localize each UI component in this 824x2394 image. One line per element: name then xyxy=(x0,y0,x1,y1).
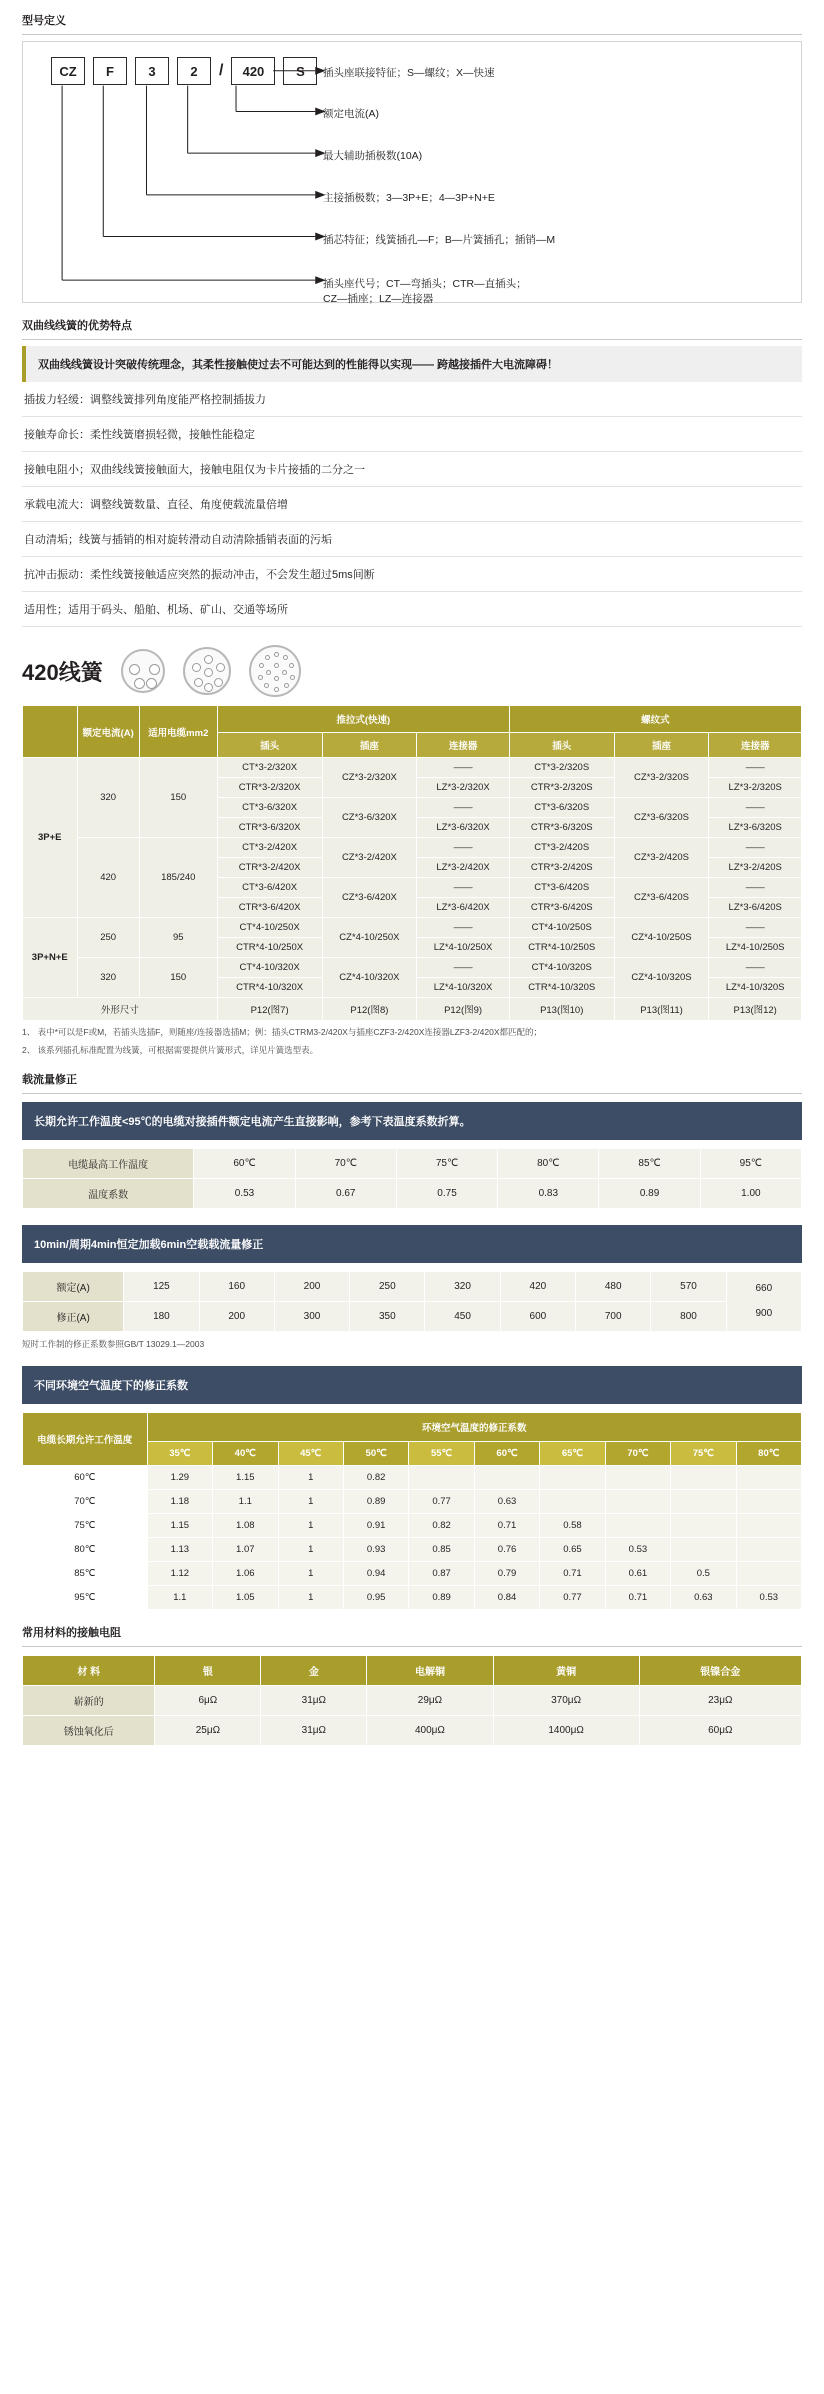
cell: 1.1 xyxy=(213,1489,278,1513)
cell: —— xyxy=(417,918,510,938)
cell-cable: 185/240 xyxy=(139,838,217,918)
cell: CTR*3-6/320X xyxy=(217,818,322,838)
cell: 0.82 xyxy=(409,1513,474,1537)
cell: CZ*4-10/320S xyxy=(614,958,709,998)
cell: 0.63 xyxy=(474,1489,539,1513)
row-label: 温度系数 xyxy=(23,1178,194,1208)
cell: 23μΩ xyxy=(639,1685,801,1715)
cell: 0.71 xyxy=(605,1585,670,1609)
cell: CT*3-2/420S xyxy=(509,838,614,858)
th-current: 额定电流(A) xyxy=(77,706,139,758)
table-row xyxy=(23,1271,802,1301)
cell: LZ*3-2/320S xyxy=(709,778,802,798)
cell: CT*3-6/420S xyxy=(509,878,614,898)
cell xyxy=(474,1465,539,1489)
cell: 0.65 xyxy=(540,1537,605,1561)
cell: LZ*4-10/250S xyxy=(709,938,802,958)
divider-3 xyxy=(22,1093,802,1094)
row-label: 修正(A) xyxy=(23,1301,124,1331)
cell: 0.85 xyxy=(409,1537,474,1561)
cell: 0.89 xyxy=(343,1489,408,1513)
cell: 480 xyxy=(576,1271,651,1301)
cell: —— xyxy=(709,878,802,898)
th-col: 80℃ xyxy=(736,1441,801,1465)
cell: CT*3-6/320X xyxy=(217,798,322,818)
code-cell-4: 420 xyxy=(231,57,275,85)
cell xyxy=(540,1465,605,1489)
table-row xyxy=(23,838,802,858)
table-note-1: 1、 表中*可以是F或M，若插头选插F，则随座/连接器选插M；例：插头CTRM3-2/420X与插座CZF3-2/420X连接器LZF3-2/420X都匹配的； xyxy=(22,1027,542,1037)
cell-dim: P12(图8) xyxy=(322,998,417,1021)
advantage-banner: 双曲线线簧设计突破传统理念，其柔性接触使过去不可能达到的性能得以实现—— 跨越接插件大电流障碍！ xyxy=(22,346,802,382)
th-col: 75℃ xyxy=(671,1441,736,1465)
advantage-list xyxy=(22,382,802,627)
list-item: 抗冲击振动：柔性线簧接触适应突然的振动冲击，不会发生超过5ms间断 xyxy=(22,557,802,592)
code-cell-0: CZ xyxy=(51,57,85,85)
cell: 300 xyxy=(274,1301,349,1331)
cell-dim: P12(图9) xyxy=(417,998,510,1021)
th-coupler-1: 连接器 xyxy=(417,733,510,758)
cell-current: 320 xyxy=(77,758,139,838)
cell-group: 3P+E xyxy=(23,758,78,918)
section-title-derating: 载流量修正 xyxy=(22,1073,77,1086)
cell: LZ*4-10/320S xyxy=(709,978,802,998)
table-row xyxy=(23,1585,802,1609)
cell xyxy=(605,1513,670,1537)
cell xyxy=(671,1513,736,1537)
cell: 350 xyxy=(350,1301,425,1331)
cell: LZ*3-2/420X xyxy=(417,858,510,878)
cell: 125 xyxy=(124,1271,199,1301)
table-row xyxy=(23,958,802,978)
section-420-header xyxy=(22,645,802,697)
cell: CZ*4-10/320X xyxy=(322,958,417,998)
cell: 1 xyxy=(278,1465,343,1489)
cell: 25μΩ xyxy=(155,1715,261,1745)
cell: CZ*3-6/420X xyxy=(322,878,417,918)
cell: 0.53 xyxy=(194,1178,295,1208)
th-copper: 电解铜 xyxy=(367,1655,493,1685)
cell: 370μΩ xyxy=(493,1685,639,1715)
cell: 31μΩ xyxy=(261,1685,367,1715)
cell xyxy=(409,1465,474,1489)
cell: CZ*3-2/420S xyxy=(614,838,709,878)
cell xyxy=(736,1513,801,1537)
cell: 1 xyxy=(278,1489,343,1513)
divider-4 xyxy=(22,1646,802,1647)
cell: 400μΩ xyxy=(367,1715,493,1745)
code-cell-1: F xyxy=(93,57,127,85)
th-col: 40℃ xyxy=(213,1441,278,1465)
th-plug-2: 插头 xyxy=(509,733,614,758)
list-item: 接触寿命长：柔性线簧磨损轻微，接触性能稳定 xyxy=(22,417,802,452)
derating-banner-2: 10min/周期4min恒定加载6min空载载流量修正 xyxy=(22,1225,802,1263)
cell: CTR*3-2/320X xyxy=(217,778,322,798)
list-item: 插拔力轻缓：调整线簧排列角度能严格控制插拔力 xyxy=(22,382,802,417)
table-row xyxy=(23,1301,802,1331)
divider-2 xyxy=(22,339,802,340)
th-cable: 适用电缆mm2 xyxy=(139,706,217,758)
table-row xyxy=(23,1537,802,1561)
cell xyxy=(671,1489,736,1513)
th-silver: 银 xyxy=(155,1655,261,1685)
code-slash: / xyxy=(219,62,224,79)
cell: 95℃ xyxy=(700,1148,801,1178)
cell: 700 xyxy=(576,1301,651,1331)
cell: CTR*3-6/320S xyxy=(509,818,614,838)
cell: 160 xyxy=(199,1271,274,1301)
cell: 1.15 xyxy=(147,1513,212,1537)
cell: 80℃ xyxy=(498,1148,599,1178)
divider xyxy=(22,34,802,35)
cell: 0.95 xyxy=(343,1585,408,1609)
cell: 1 xyxy=(278,1585,343,1609)
cell: CZ*3-2/320S xyxy=(614,758,709,798)
table-row xyxy=(23,758,802,778)
cell: LZ*3-2/420S xyxy=(709,858,802,878)
cell: 0.61 xyxy=(605,1561,670,1585)
cell: 31μΩ xyxy=(261,1715,367,1745)
list-item: 承载电流大：调整线簧数量、直径、角度使载流量倍增 xyxy=(22,487,802,522)
row-label: 电缆最高工作温度 xyxy=(23,1148,194,1178)
cell: 600 xyxy=(500,1301,575,1331)
cell: —— xyxy=(709,838,802,858)
cell: 60℃ xyxy=(194,1148,295,1178)
table-note-2: 2、 该系列插孔标准配置为线簧，可根据需要提供片簧形式，详见片簧选型表。 xyxy=(22,1044,319,1055)
table-row-dimensions xyxy=(23,998,802,1021)
th-col: 55℃ xyxy=(409,1441,474,1465)
legend-1: 额定电流(A) xyxy=(323,108,379,120)
duty-cycle-correction-table xyxy=(22,1271,802,1332)
cell: CTR*4-10/250S xyxy=(509,938,614,958)
cell: 0.71 xyxy=(540,1561,605,1585)
row-label: 60℃ xyxy=(23,1465,148,1489)
cell: —— xyxy=(417,958,510,978)
cell-dim: P13(图11) xyxy=(614,998,709,1021)
th-col: 35℃ xyxy=(147,1441,212,1465)
cell: 1.08 xyxy=(213,1513,278,1537)
cell: 1.12 xyxy=(147,1561,212,1585)
cell: CTR*3-2/420X xyxy=(217,858,322,878)
cell: LZ*3-6/320X xyxy=(417,818,510,838)
code-cell-3: 2 xyxy=(177,57,211,85)
model-selection-table xyxy=(22,705,802,1021)
legend-6: CZ—插座；LZ—连接器 xyxy=(323,293,434,305)
cell: LZ*3-6/420X xyxy=(417,898,510,918)
th-col: 65℃ xyxy=(540,1441,605,1465)
cell: 1400μΩ xyxy=(493,1715,639,1745)
cell: 200 xyxy=(199,1301,274,1331)
cell: CTR*3-6/420S xyxy=(509,898,614,918)
list-item: 接触电阻小；双曲线线簧接触面大，接触电阻仅为卡片接插的二分之一 xyxy=(22,452,802,487)
row-label: 80℃ xyxy=(23,1537,148,1561)
section-title-model-definition: 型号定义 xyxy=(22,15,66,27)
table-row xyxy=(23,918,802,938)
row-label: 75℃ xyxy=(23,1513,148,1537)
cell: 0.75 xyxy=(396,1178,497,1208)
th-socket-2: 插座 xyxy=(614,733,709,758)
cell: —— xyxy=(417,758,510,778)
cell: CZ*3-2/320X xyxy=(322,758,417,798)
cell: CTR*4-10/320X xyxy=(217,978,322,998)
table-row xyxy=(23,1715,802,1745)
cell-group: 3P+N+E xyxy=(23,918,78,998)
cell: CTR*3-2/420S xyxy=(509,858,614,878)
cell xyxy=(736,1489,801,1513)
cell: CZ*4-10/250X xyxy=(322,918,417,958)
cell: CT*3-6/420X xyxy=(217,878,322,898)
legend-0: 插头座联接特征；S—螺纹；X—快速 xyxy=(323,67,495,79)
page-title-420: 420线簧 xyxy=(22,659,103,685)
cell: 0.53 xyxy=(605,1537,670,1561)
cell-current: 320 xyxy=(77,958,139,998)
cell: 570 xyxy=(651,1271,726,1301)
derating-banner-3: 不同环境空气温度下的修正系数 xyxy=(22,1366,802,1404)
cell: 1.13 xyxy=(147,1537,212,1561)
duty-cycle-note: 短时工作制的修正系数参照GB/T 13029.1—2003 xyxy=(22,1338,205,1349)
list-item: 适用性；适用于码头、船舶、机场、矿山、交通等场所 xyxy=(22,592,802,627)
cell xyxy=(736,1537,801,1561)
cell: 70℃ xyxy=(295,1148,396,1178)
derating-banner-1: 长期允许工作温度<95℃的电缆对接插件额定电流产生直接影响，参考下表温度系数折算。 xyxy=(22,1102,802,1140)
cell: 0.94 xyxy=(343,1561,408,1585)
table-row xyxy=(23,1489,802,1513)
cell: 800 xyxy=(651,1301,726,1331)
cell-combined xyxy=(726,1271,801,1331)
section-title-contact-resistance: 常用材料的接触电阻 xyxy=(22,1626,121,1639)
cell xyxy=(671,1537,736,1561)
ambient-temp-correction-table xyxy=(22,1412,802,1610)
th-pushpull: 推拉式(快速) xyxy=(217,706,509,733)
connector-face-7pin-icon xyxy=(183,647,231,695)
cell xyxy=(736,1561,801,1585)
cell: 0.89 xyxy=(409,1585,474,1609)
connector-face-multipin-icon xyxy=(249,645,301,697)
cell xyxy=(736,1465,801,1489)
table-row xyxy=(23,1561,802,1585)
cell: 1 xyxy=(278,1513,343,1537)
cell: 75℃ xyxy=(396,1148,497,1178)
cell: CZ*3-6/420S xyxy=(614,878,709,918)
cell: 660 xyxy=(755,1283,773,1294)
cell: CT*4-10/250X xyxy=(217,918,322,938)
table-row xyxy=(23,1178,802,1208)
cell: 0.63 xyxy=(671,1585,736,1609)
cell: 0.83 xyxy=(498,1178,599,1208)
th-silver-nickel: 银镍合金 xyxy=(639,1655,801,1685)
legend-4: 插芯特征；线簧插孔—F；B—片簧插孔；插销—M xyxy=(323,234,556,246)
row-label: 锈蚀氧化后 xyxy=(23,1715,155,1745)
cell-dim: P12(图7) xyxy=(217,998,322,1021)
cell: 450 xyxy=(425,1301,500,1331)
cell: —— xyxy=(709,958,802,978)
cell: CTR*3-6/420X xyxy=(217,898,322,918)
cell: 1.18 xyxy=(147,1489,212,1513)
cell: LZ*3-6/320S xyxy=(709,818,802,838)
cell-cable: 95 xyxy=(139,918,217,958)
cell: CT*4-10/320X xyxy=(217,958,322,978)
cell: CT*4-10/250S xyxy=(509,918,614,938)
cell-dim: P13(图12) xyxy=(709,998,802,1021)
th-col: 50℃ xyxy=(343,1441,408,1465)
cell: 0.67 xyxy=(295,1178,396,1208)
cell: 1 xyxy=(278,1537,343,1561)
cell: 6μΩ xyxy=(155,1685,261,1715)
cell: 1.06 xyxy=(213,1561,278,1585)
cell-current: 420 xyxy=(77,838,139,918)
cell: 180 xyxy=(124,1301,199,1331)
cell xyxy=(605,1465,670,1489)
table-row xyxy=(23,1513,802,1537)
th-gold: 金 xyxy=(261,1655,367,1685)
cell: 0.58 xyxy=(540,1513,605,1537)
cell: —— xyxy=(709,758,802,778)
model-code-diagram xyxy=(22,41,802,303)
cell: 0.89 xyxy=(599,1178,700,1208)
th-socket-1: 插座 xyxy=(322,733,417,758)
cell: 0.5 xyxy=(671,1561,736,1585)
legend-5: 插头座代号；CT—弯插头；CTR—直插头； xyxy=(323,278,527,290)
row-label: 额定(A) xyxy=(23,1271,124,1301)
cell: —— xyxy=(417,798,510,818)
cell-cable: 150 xyxy=(139,958,217,998)
table-row xyxy=(23,1148,802,1178)
cell: 85℃ xyxy=(599,1148,700,1178)
legend-3: 主接插极数；3—3P+E；4—3P+N+E xyxy=(323,192,495,204)
code-cell-5: S xyxy=(283,57,317,85)
table-row xyxy=(23,1465,802,1489)
cell: LZ*3-6/420S xyxy=(709,898,802,918)
cell: LZ*4-10/250X xyxy=(417,938,510,958)
th-plug-1: 插头 xyxy=(217,733,322,758)
cell: CTR*3-2/320S xyxy=(509,778,614,798)
cell-dim-label: 外形尺寸 xyxy=(23,998,218,1021)
row-label: 崭新的 xyxy=(23,1685,155,1715)
cell: 420 xyxy=(500,1271,575,1301)
th-coupler-2: 连接器 xyxy=(709,733,802,758)
cell: 1.07 xyxy=(213,1537,278,1561)
th-col: 60℃ xyxy=(474,1441,539,1465)
row-label: 95℃ xyxy=(23,1585,148,1609)
cell: 1.15 xyxy=(213,1465,278,1489)
cell: 0.53 xyxy=(736,1585,801,1609)
cable-temp-coefficient-table xyxy=(22,1148,802,1209)
contact-resistance-table xyxy=(22,1655,802,1746)
cell: —— xyxy=(417,838,510,858)
cell: LZ*4-10/320X xyxy=(417,978,510,998)
cell: 0.76 xyxy=(474,1537,539,1561)
cell: LZ*3-2/320X xyxy=(417,778,510,798)
cell: CZ*3-6/320S xyxy=(614,798,709,838)
cell: 60μΩ xyxy=(639,1715,801,1745)
list-item: 自动清垢；线簧与插销的相对旋转滑动自动清除插销表面的污垢 xyxy=(22,522,802,557)
cell: 0.77 xyxy=(540,1585,605,1609)
th-group: 环境空气温度的修正系数 xyxy=(147,1412,801,1441)
cell: —— xyxy=(709,918,802,938)
cell: 0.82 xyxy=(343,1465,408,1489)
cell: 200 xyxy=(274,1271,349,1301)
row-label: 70℃ xyxy=(23,1489,148,1513)
cell xyxy=(605,1489,670,1513)
cell: CTR*4-10/320S xyxy=(509,978,614,998)
cell: CT*3-6/320S xyxy=(509,798,614,818)
th-group xyxy=(23,706,78,758)
cell: —— xyxy=(417,878,510,898)
cell: 1.00 xyxy=(700,1178,801,1208)
cell-current: 250 xyxy=(77,918,139,958)
connector-face-4pin-icon xyxy=(121,649,165,693)
cell: 1.1 xyxy=(147,1585,212,1609)
cell: 0.93 xyxy=(343,1537,408,1561)
th-col: 45℃ xyxy=(278,1441,343,1465)
code-cell-2: 3 xyxy=(135,57,169,85)
th-col: 70℃ xyxy=(605,1441,670,1465)
cell xyxy=(540,1489,605,1513)
cell: 0.84 xyxy=(474,1585,539,1609)
cell-cable: 150 xyxy=(139,758,217,838)
cell: CZ*3-6/320X xyxy=(322,798,417,838)
th-brass: 黄铜 xyxy=(493,1655,639,1685)
cell-dim: P13(图10) xyxy=(509,998,614,1021)
cell: CTR*4-10/250X xyxy=(217,938,322,958)
cell: CT*4-10/320S xyxy=(509,958,614,978)
cell: CZ*4-10/250S xyxy=(614,918,709,958)
cell: 1.29 xyxy=(147,1465,212,1489)
cell: 29μΩ xyxy=(367,1685,493,1715)
cell: —— xyxy=(709,798,802,818)
cell: 0.91 xyxy=(343,1513,408,1537)
cell: 0.71 xyxy=(474,1513,539,1537)
cell: 1 xyxy=(278,1561,343,1585)
cell: CZ*3-2/420X xyxy=(322,838,417,878)
leader-lines xyxy=(23,42,801,302)
cell: CT*3-2/320S xyxy=(509,758,614,778)
cell: 0.77 xyxy=(409,1489,474,1513)
cell: 250 xyxy=(350,1271,425,1301)
cell: CT*3-2/320X xyxy=(217,758,322,778)
row-label: 85℃ xyxy=(23,1561,148,1585)
cell: 900 xyxy=(755,1308,773,1319)
cell xyxy=(671,1465,736,1489)
cell: 0.79 xyxy=(474,1561,539,1585)
legend-2: 最大辅助插极数(10A) xyxy=(323,150,423,162)
th-thread: 螺纹式 xyxy=(509,706,801,733)
cell: 320 xyxy=(425,1271,500,1301)
table-row xyxy=(23,1685,802,1715)
cell: 1.05 xyxy=(213,1585,278,1609)
section-title-advantages: 双曲线线簧的优势特点 xyxy=(22,320,132,332)
th-corner: 电缆长期允许工作温度 xyxy=(23,1412,148,1465)
th-material: 材 料 xyxy=(23,1655,155,1685)
cell: 0.87 xyxy=(409,1561,474,1585)
cell: CT*3-2/420X xyxy=(217,838,322,858)
